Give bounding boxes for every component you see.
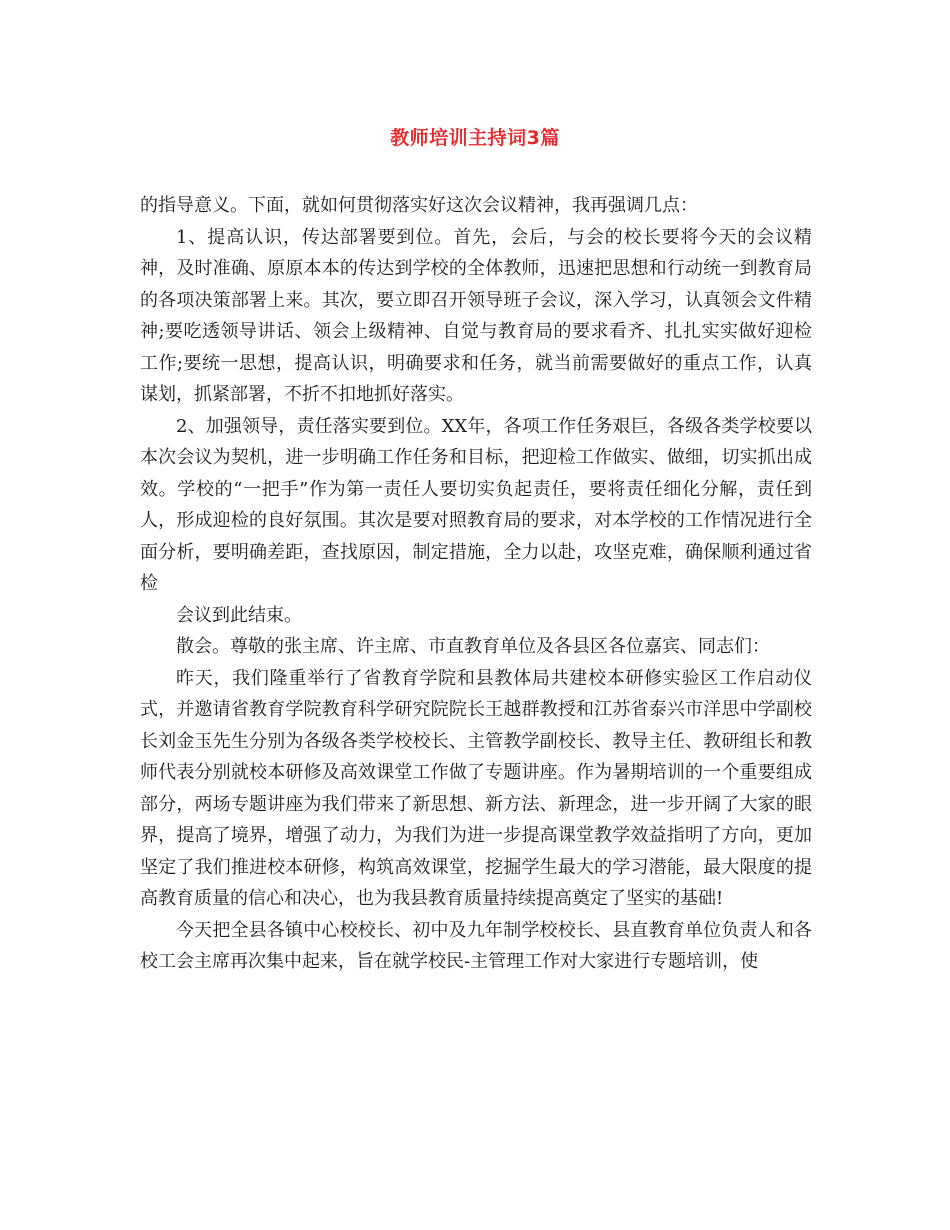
document-title: 教师培训主持词3篇 — [390, 127, 560, 149]
paragraph-yesterday: 昨天，我们隆重举行了省教育学院和县教体局共建校本研修实验区工作启动仪式，并邀请省教育学院教育科学研究院院长王越群教授和江苏省泰兴市洋思中学副校长刘金玉先生分别为各级各类学校校长、主管教学副校长、教导主任、教研组长和教师代表分别就校本研修及高效课堂工作做了专题讲座。作为暑期培训的一个重要组成部分，两场专题讲座为我们带来了新思想、新方法、新理念，进一步开阔了大家的眼界，提高了境界，增强了动力，为我们为进一步提高课堂教学效益指明了方向，更加坚定了我们推进校本研修，构筑高效课堂，挖掘学生最大的学习潜能，最大限度的提高教育质量的信心和决心，也为我县教育质量持续提高奠定了坚实的基础! — [140, 667, 812, 909]
paragraph-meeting-end: 会议到此结束。 — [176, 604, 302, 626]
paragraph-continuation: 的指导意义。下面，就如何贯彻落实好这次会议精神，我再强调几点： — [140, 195, 698, 216]
paragraph-today: 今天把全县各镇中心校校长、初中及九年制学校校长、县直教育单位负责人和各校工会主席再次集中起来，旨在就学校民-主管理工作对大家进行专题培训，使 — [140, 919, 812, 972]
paragraph-point-1: 1、提高认识，传达部署要到位。首先，会后，与会的校长要将今天的会议精神，及时准确、原原本本的传达到学校的全体教师，迅速把思想和行动统一到教育局的各项决策部署上来。其次，要立即召开领导班子会议，深入学习，认真领会文件精神;要吃透领导讲话、领会上级精神、自觉与教育局的要求看齐、扎扎实实做好迎检工作;要统一思想，提高认识，明确要求和任务，就当前需要做好的重点工作，认真谋划，抓紧部署，不折不扣地抓好落实。 — [140, 226, 812, 405]
document-body — [140, 190, 812, 978]
paragraph-point-2: 2、加强领导，责任落实要到位。XX年，各项工作任务艰巨，各级各类学校要以本次会议为契机，进一步明确工作任务和目标，把迎检工作做实、做细，切实抓出成效。学校的“一把手”作为第一责任人要切实负起责任，要将责任细化分解，责任到人，形成迎检的良好氛围。其次是要对照教育局的要求，对本学校的工作情况进行全面分析，要明确差距，查找原因，制定措施，全力以赴，攻坚克难，确保顺利通过省检 — [140, 415, 812, 594]
paragraph-greeting: 散会。尊敬的张主席、许主席、市直教育单位及各县区各位嘉宾、同志们： — [176, 636, 770, 657]
